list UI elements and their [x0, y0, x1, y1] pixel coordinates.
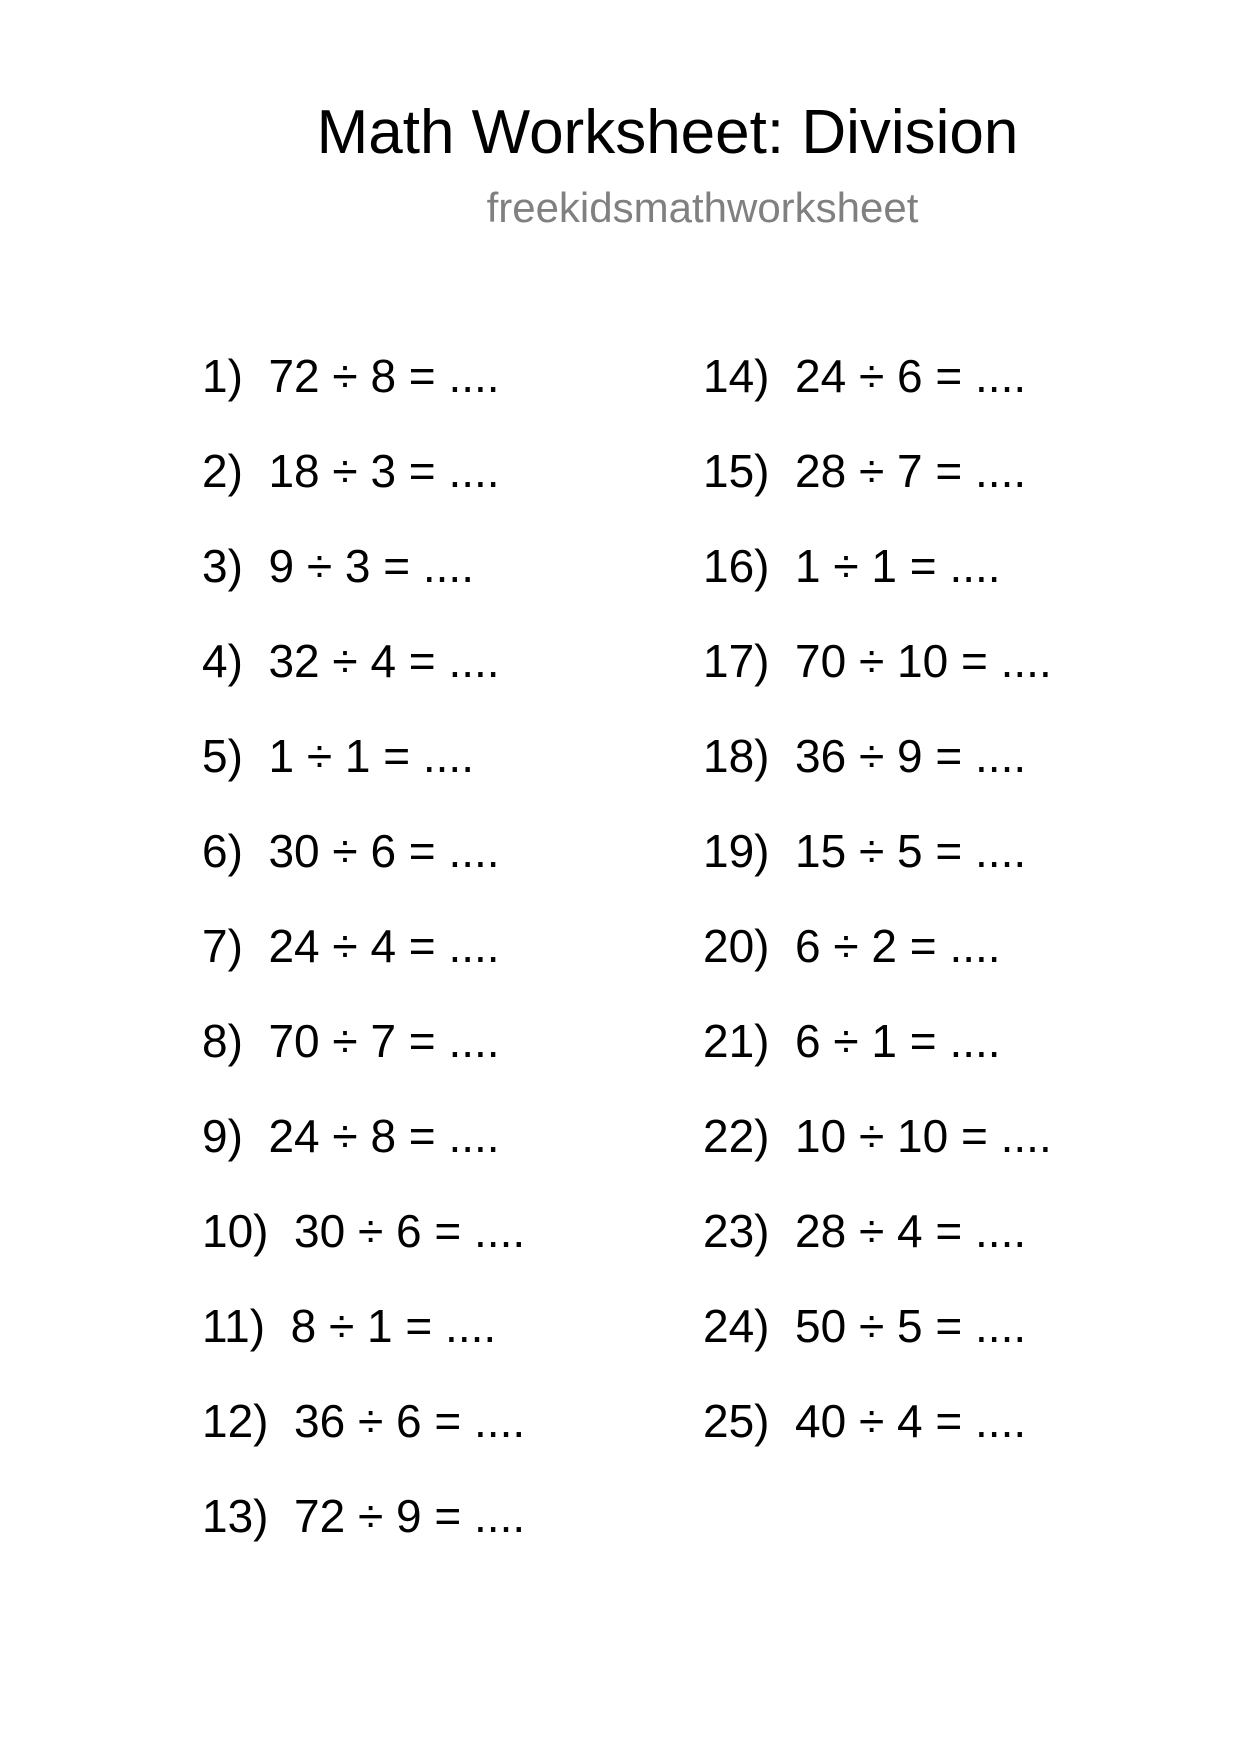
problem-expression: 10 ÷ 10 = .... — [795, 1110, 1052, 1162]
problem-expression: 36 ÷ 6 = .... — [294, 1395, 526, 1447]
problem-item — [703, 1205, 1052, 1300]
problem-number: 12) — [202, 1395, 269, 1447]
problem-number: 9) — [202, 1110, 243, 1162]
problem-item — [703, 920, 1052, 1015]
problem-item — [202, 1300, 525, 1395]
problem-expression: 9 ÷ 3 = .... — [268, 540, 474, 592]
problem-expression: 72 ÷ 9 = .... — [294, 1490, 526, 1542]
problem-item — [703, 1110, 1052, 1205]
problem-expression: 28 ÷ 7 = .... — [795, 445, 1027, 497]
problem-number: 16) — [703, 540, 770, 592]
problem-number: 2) — [202, 445, 243, 497]
problem-item — [202, 920, 525, 1015]
problem-column-left — [202, 350, 525, 1585]
problem-number: 19) — [703, 825, 770, 877]
problem-item — [202, 1205, 525, 1300]
problem-item — [703, 350, 1052, 445]
problem-number: 13) — [202, 1490, 269, 1542]
problem-expression: 70 ÷ 7 = .... — [268, 1015, 500, 1067]
problem-item — [202, 1395, 525, 1490]
problem-expression: 70 ÷ 10 = .... — [795, 635, 1052, 687]
problem-number: 18) — [703, 730, 770, 782]
problem-item — [703, 635, 1052, 730]
problem-number: 25) — [703, 1395, 770, 1447]
problem-number: 23) — [703, 1205, 770, 1257]
problem-expression: 36 ÷ 9 = .... — [795, 730, 1027, 782]
problem-number: 20) — [703, 920, 770, 972]
problem-number: 24) — [703, 1300, 770, 1352]
problem-item — [202, 1490, 525, 1585]
problem-expression: 24 ÷ 6 = .... — [795, 350, 1027, 402]
problem-expression: 72 ÷ 8 = .... — [268, 350, 500, 402]
problem-expression: 50 ÷ 5 = .... — [795, 1300, 1027, 1352]
problem-expression: 8 ÷ 1 = .... — [290, 1300, 497, 1352]
problem-item — [202, 540, 525, 635]
problem-item — [703, 1395, 1052, 1490]
problem-expression: 1 ÷ 1 = .... — [795, 540, 1001, 592]
problem-expression: 6 ÷ 1 = .... — [795, 1015, 1001, 1067]
problem-expression: 18 ÷ 3 = .... — [268, 445, 500, 497]
problem-expression: 24 ÷ 4 = .... — [268, 920, 500, 972]
problem-item — [703, 1300, 1052, 1395]
problem-number: 10) — [202, 1205, 269, 1257]
problem-expression: 24 ÷ 8 = .... — [268, 1110, 500, 1162]
problem-item — [703, 730, 1052, 825]
problem-item — [202, 1015, 525, 1110]
problem-number: 14) — [703, 350, 770, 402]
problem-number: 22) — [703, 1110, 770, 1162]
problem-expression: 32 ÷ 4 = .... — [268, 635, 500, 687]
problem-item — [202, 730, 525, 825]
problem-expression: 40 ÷ 4 = .... — [795, 1395, 1027, 1447]
problem-expression: 30 ÷ 6 = .... — [268, 825, 500, 877]
site-subtitle: freekidsmathworksheet — [486, 184, 919, 231]
problem-item — [202, 825, 525, 920]
problem-number: 6) — [202, 825, 243, 877]
problem-number: 4) — [202, 635, 243, 687]
problem-item — [202, 635, 525, 730]
problem-number: 15) — [703, 445, 770, 497]
problem-column-right — [703, 350, 1052, 1490]
problem-expression: 15 ÷ 5 = .... — [795, 825, 1027, 877]
problem-number: 3) — [202, 540, 243, 592]
problem-expression: 30 ÷ 6 = .... — [294, 1205, 526, 1257]
problem-item — [703, 445, 1052, 540]
problem-number: 11) — [202, 1300, 266, 1352]
problem-item — [202, 445, 525, 540]
problem-number: 8) — [202, 1015, 243, 1067]
problem-item — [703, 825, 1052, 920]
problem-expression: 1 ÷ 1 = .... — [268, 730, 474, 782]
problem-number: 17) — [703, 635, 770, 687]
problem-number: 21) — [703, 1015, 770, 1067]
problem-expression: 6 ÷ 2 = .... — [795, 920, 1001, 972]
problem-item — [703, 540, 1052, 635]
page-title: Math Worksheet: Division — [316, 98, 1019, 167]
problem-item — [202, 1110, 525, 1205]
problem-number: 1) — [202, 350, 243, 402]
problem-item — [202, 350, 525, 445]
problem-item — [703, 1015, 1052, 1110]
problem-number: 7) — [202, 920, 243, 972]
problem-expression: 28 ÷ 4 = .... — [795, 1205, 1027, 1257]
problem-number: 5) — [202, 730, 243, 782]
